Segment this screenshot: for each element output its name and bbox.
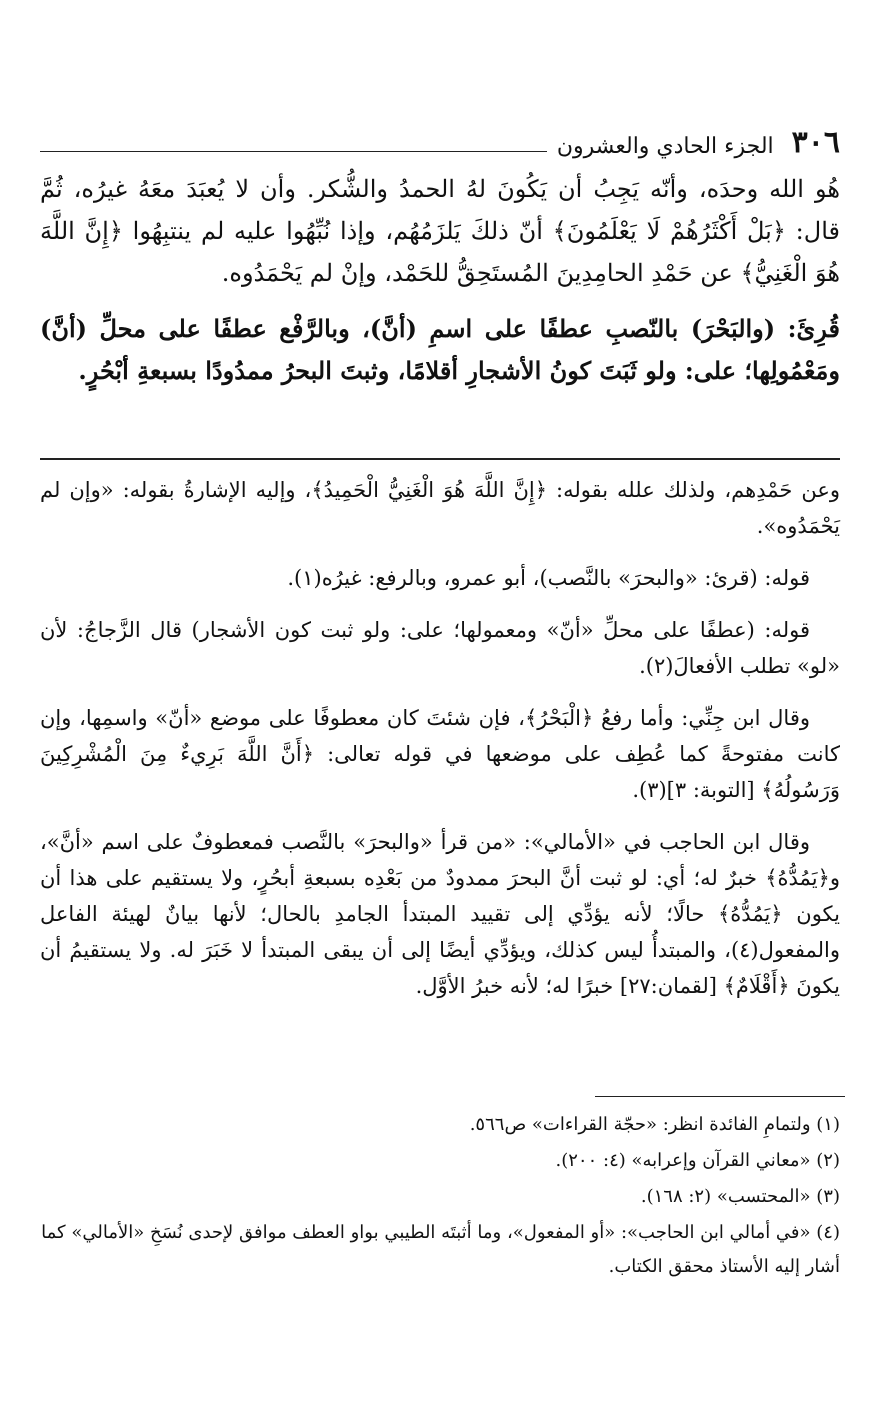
footnote-4: (٤) «في أمالي ابن الحاجب»: «أو المفعول»، وما أثبتَه الطيبي بواو العطف موافق لإحدى نُسَخِ «الأمالي» كما أشار إليه الأستاذ محقق الكتاب. <box>41 1222 840 1277</box>
footnotes <box>40 1108 840 1286</box>
page-number: ٣٠٦ <box>791 125 840 160</box>
footnote-1: (١) ولتمامِ الفائدة انظر: «حجّة القراءات» ص٥٦٦. <box>469 1114 840 1135</box>
footnote-divider <box>595 1096 845 1097</box>
commentary-paragraph-5: وقال ابن الحاجب في «الأمالي»: «من قرأ «والبحرَ» بالنَّصب فمعطوفٌ على اسم «أنَّ»، و﴿يَمُدُّهُ﴾ خبرٌ له؛ أي: لو ثبت أنَّ البحرَ ممدودٌ من بَعْدِه بسبعةِ أبحُرٍ، ولا يستقيم على هذا أن يكون ﴿يَمُدُّهُ﴾ حالًا؛ لأنه يؤدِّي إلى تقييد المبتدأ الجامدِ بالحال؛ لأنها بيانٌ لهيئة الفاعل والمفعول(٤)، والمبتدأُ ليس كذلك، ويؤدِّي أيضًا إلى أن يبقى المبتدأ لا خَبَرَ له. ولا يستقيمُ أن يكونَ ﴿أَقْلَامٌ﴾ [لقمان:٢٧] خبرًا له؛ لأنه خبرُ الأوَّل. <box>40 830 840 998</box>
commentary-paragraph-3: قوله: (عطفًا على محلِّ «أنّ» ومعمولها؛ على: ولو ثبت كون الأشجار) قال الزَّجاجُ: لأن «لو» تطلب الأفعالَ(٢). <box>40 618 840 678</box>
running-title: الجزء الحادي والعشرون <box>556 134 774 159</box>
footnote-3: (٣) «المحتسب» (٢: ١٦٨). <box>640 1186 840 1207</box>
main-text <box>40 168 840 406</box>
commentary-paragraph-1: وعن حَمْدِهم، ولذلك علله بقوله: ﴿إِنَّ اللَّهَ هُوَ الْغَنِيُّ الْحَمِيدُ﴾، وإليه الإشارةُ بقوله: «وإن لم يَحْمَدُوه». <box>40 478 840 538</box>
commentary <box>40 472 840 1020</box>
commentary-paragraph-4: وقال ابن جِنِّي: وأما رفعُ ﴿الْبَحْرُ﴾، فإن شئتَ كان معطوفًا على موضع «أنّ» واسمِها، وإن كانت مفتوحةً كما عُطِف على موضعها في قوله تعالى: ﴿أَنَّ اللَّهَ بَرِيءٌ مِنَ الْمُشْرِكِينَ وَرَسُولُهُ﴾ [التوبة: ٣](٣). <box>40 706 840 802</box>
main-paragraph-2: قُرِئَ: (والبَحْرَ) بالنّصبِ عطفًا على اسمِ (أنَّ)، وبالرَّفْع عطفًا على محلِّ (أنَّ) ومَعْمُولِها؛ على: ولو ثَبَتَ كونُ الأشجارِ أقلامًا، وثبتَ البحرُ ممدُودًا بسبعةِ أبْحُرٍ. <box>40 314 840 385</box>
main-paragraph-1: هُو الله وحدَه، وأنّه يَجِبُ أن يَكُونَ لهُ الحمدُ والشُّكر. وأن لا يُعبَدَ معَهُ غيرُه، ثُمَّ قال: ﴿بَلْ أَكْثَرُهُمْ لَا يَعْلَمُونَ﴾ أنّ ذلكَ يَلزَمُهُم، وإذا نُبِّهُوا عليه لم ينتبِهُوا ﴿إِنَّ اللَّهَ هُوَ الْغَنِيُّ﴾ عن حَمْدِ الحامِدِينَ المُستَحِقُّ للحَمْد، وإنْ لم يَحْمَدُوه. <box>40 175 841 287</box>
main-text-divider <box>40 458 840 460</box>
footnote-2: (٢) «معاني القرآن وإعرابه» (٤: ٢٠٠). <box>555 1150 840 1171</box>
header-rule <box>40 151 547 152</box>
commentary-paragraph-2: قوله: (قرئ: «والبحرَ» بالنَّصب)، أبو عمرو، وبالرفع: غيرُه(١). <box>287 566 810 590</box>
page-header <box>40 108 840 158</box>
